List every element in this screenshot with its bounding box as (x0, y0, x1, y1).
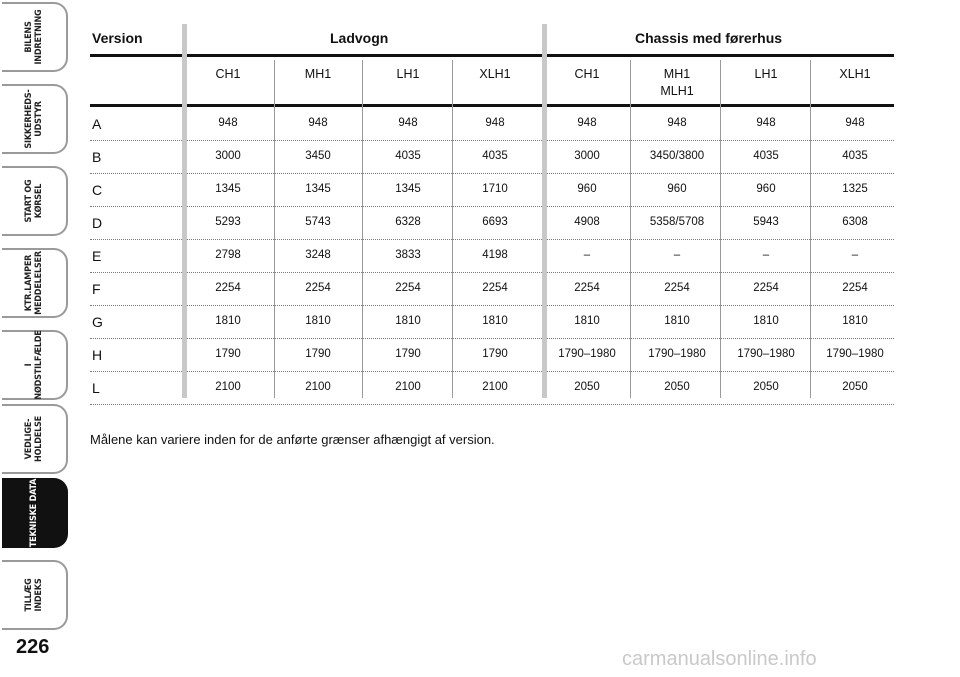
table-cell: – (762, 249, 770, 261)
row-label: L (92, 380, 100, 396)
table-cell: 960 (667, 183, 687, 195)
row-divider (90, 404, 894, 405)
table-cell: 6693 (482, 216, 508, 228)
table-cell: 948 (577, 117, 597, 129)
chapter-tab[interactable] (2, 478, 68, 548)
table-row (90, 306, 894, 339)
chapter-tab-label: VEDLIGE- HOLDELSE (24, 416, 44, 462)
table-cell: 2050 (574, 381, 600, 393)
footnote: Målene kan variere inden for de anførte grænser afhængigt af version. (90, 432, 495, 447)
table-cell: 1790–1980 (826, 348, 884, 360)
column-header: MH1 (304, 67, 332, 81)
table-cell: 2798 (215, 249, 241, 261)
group-separator (542, 24, 547, 398)
row-label: B (92, 149, 102, 165)
chapter-tab-label: KTR.LAMPER MEDDELELSER (24, 251, 44, 315)
header-rule-bottom (90, 104, 894, 107)
table-cell: 2254 (753, 282, 779, 294)
table-cell: 3450/3800 (649, 150, 705, 162)
column-separator (274, 60, 275, 398)
chapter-tab-label: I NØDSTILFÆLDE (24, 330, 44, 400)
table-row (90, 372, 894, 405)
table-cell: 2254 (842, 282, 868, 294)
table-cell: 4198 (482, 249, 508, 261)
table-row (90, 207, 894, 240)
chapter-tab[interactable] (2, 248, 68, 318)
table-cell: 2050 (842, 381, 868, 393)
chapter-tab-label: TEKNISKE DATA (29, 478, 39, 548)
table-cell: 1810 (753, 315, 779, 327)
table-cell: – (851, 249, 859, 261)
chapter-tab-label: TILLÆG INDEKS (24, 578, 44, 612)
row-label: A (92, 116, 102, 132)
table-cell: – (673, 249, 681, 261)
row-label: H (92, 347, 103, 363)
table-cell: 1790 (215, 348, 241, 360)
column-separator (630, 60, 631, 398)
table-cell: 2100 (305, 381, 331, 393)
table-cell: 948 (667, 117, 687, 129)
table-cell: 3833 (395, 249, 421, 261)
table-cell: 1790–1980 (737, 348, 795, 360)
column-header: LH1 (396, 67, 420, 81)
row-label: F (92, 281, 101, 297)
group-header-chassis: Chassis med førerhus (635, 30, 783, 46)
column-separator (720, 60, 721, 398)
table-cell: 1810 (215, 315, 241, 327)
header-rule-top (90, 54, 894, 57)
table-cell: 1345 (215, 183, 241, 195)
row-label: E (92, 248, 102, 264)
chapter-tab-label: SIKKERHEDS- UDSTYR (24, 89, 44, 149)
row-label: C (92, 182, 103, 198)
table-cell: 3000 (574, 150, 600, 162)
table-cell: 5943 (753, 216, 779, 228)
table-cell: 6328 (395, 216, 421, 228)
column-header: XLH1 (839, 67, 871, 81)
column-header: CH1 (574, 67, 600, 81)
table-cell: 2100 (482, 381, 508, 393)
table-cell: – (583, 249, 591, 261)
table-cell: 1345 (305, 183, 331, 195)
table-cell: 1810 (395, 315, 421, 327)
column-header: XLH1 (479, 67, 511, 81)
table-cell: 948 (308, 117, 328, 129)
table-cell: 948 (398, 117, 418, 129)
table-cell: 2100 (395, 381, 421, 393)
chapter-tabs (0, 0, 72, 677)
table-cell: 2100 (215, 381, 241, 393)
table-cell: 2254 (574, 282, 600, 294)
table-header-groups (90, 24, 894, 54)
chapter-tab[interactable] (2, 560, 68, 630)
table-row (90, 339, 894, 372)
chapter-tab-label: START OG KØRSEL (24, 179, 44, 223)
table-cell: 4035 (842, 150, 868, 162)
table-cell: 2050 (664, 381, 690, 393)
table-cell: 2254 (482, 282, 508, 294)
version-header: Version (92, 30, 143, 46)
table-cell: 960 (577, 183, 597, 195)
table-cell: 6308 (842, 216, 868, 228)
table-row (90, 273, 894, 306)
table-cell: 1790 (482, 348, 508, 360)
column-header: LH1 (754, 67, 778, 81)
table-cell: 948 (485, 117, 505, 129)
group-header-ladvogn: Ladvogn (330, 30, 389, 46)
table-cell: 1790–1980 (648, 348, 706, 360)
table-cell: 4035 (753, 150, 779, 162)
dimensions-table (90, 24, 894, 396)
table-cell: 2254 (305, 282, 331, 294)
row-label: D (92, 215, 103, 231)
watermark: carmanualsonline.info (622, 648, 817, 670)
table-row (90, 240, 894, 273)
table-cell: 3000 (215, 150, 241, 162)
chapter-tab[interactable] (2, 404, 68, 474)
table-cell: 3450 (305, 150, 331, 162)
table-cell: 960 (756, 183, 776, 195)
table-cell: 5358/5708 (649, 216, 705, 228)
table-cell: 1810 (664, 315, 690, 327)
chapter-tab[interactable] (2, 2, 68, 72)
column-separator (810, 60, 811, 398)
table-cell: 4035 (482, 150, 508, 162)
column-header: MH1 MLH1 (660, 67, 694, 98)
column-header: CH1 (215, 67, 241, 81)
group-separator (182, 24, 187, 398)
table-cell: 1325 (842, 183, 868, 195)
table-cell: 5743 (305, 216, 331, 228)
table-cell: 1790–1980 (558, 348, 616, 360)
table-cell: 2050 (753, 381, 779, 393)
table-row (90, 174, 894, 207)
table-row (90, 141, 894, 174)
table-cell: 1790 (305, 348, 331, 360)
table-cell: 1810 (305, 315, 331, 327)
table-cell: 1810 (842, 315, 868, 327)
table-cell: 4908 (574, 216, 600, 228)
table-cell: 948 (845, 117, 865, 129)
table-row (90, 108, 894, 141)
table-cell: 1790 (395, 348, 421, 360)
chapter-tab-label: BILENS INDRETNING (24, 9, 44, 65)
table-cell: 2254 (664, 282, 690, 294)
chapter-tab[interactable] (2, 330, 68, 400)
table-cell: 4035 (395, 150, 421, 162)
table-cell: 2254 (395, 282, 421, 294)
table-cell: 1345 (395, 183, 421, 195)
row-label: G (92, 314, 103, 330)
table-cell: 1810 (574, 315, 600, 327)
column-separator (362, 60, 363, 398)
table-cell: 5293 (215, 216, 241, 228)
chapter-tab[interactable] (2, 84, 68, 154)
table-cell: 3248 (305, 249, 331, 261)
chapter-tab[interactable] (2, 166, 68, 236)
page-number: 226 (16, 636, 50, 658)
table-cell: 948 (756, 117, 776, 129)
table-cell: 1710 (482, 183, 508, 195)
column-separator (452, 60, 453, 398)
table-cell: 1810 (482, 315, 508, 327)
table-cell: 948 (218, 117, 238, 129)
table-subheaders (90, 60, 894, 100)
table-cell: 2254 (215, 282, 241, 294)
